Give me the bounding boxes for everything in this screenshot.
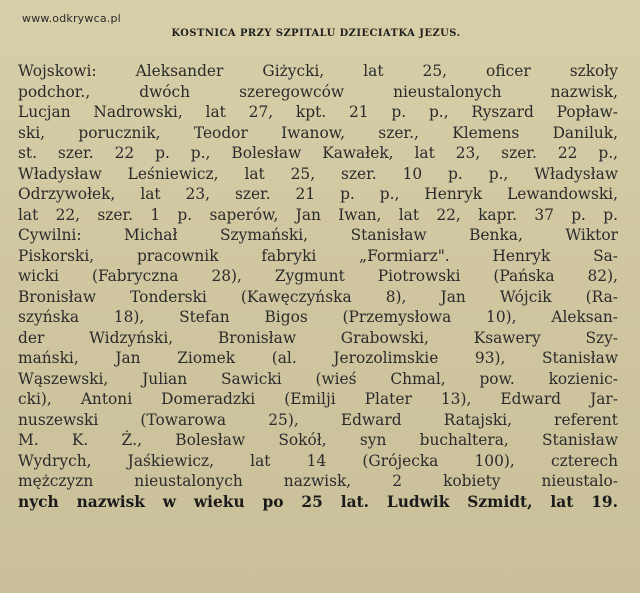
article-line: Odrzywołek, lat 23, szer. 21 p. p., Henryk Lewandowski,	[18, 185, 618, 203]
article-line: der Widzyński, Bronisław Grabowski, Ksawery Szy-	[18, 328, 618, 347]
article-line: mański, Jan Ziomek (al. Jerozolimskie 93), Stanisław	[18, 349, 618, 367]
article-line: M. K. Ż., Bolesław Sokół, syn buchaltera, Stanisław	[18, 431, 618, 449]
article-line: Lucjan Nadrowski, lat 27, kpt. 21 p. p., Ryszard Popław-	[18, 103, 618, 121]
article-body	[18, 61, 618, 512]
article-line: ski, porucznik, Teodor Iwanow, szer., Klemens Daniluk,	[18, 123, 618, 142]
article-line: st. szer. 22 p. p., Bolesław Kawałek, lat 23, szer. 22 p.,	[18, 144, 618, 162]
article-line: wicki (Fabryczna 28), Zygmunt Piotrowski (Pańska 82),	[18, 267, 618, 285]
article-line: Bronisław Tonderski (Kawęczyńska 8), Jan Wójcik (Ra-	[18, 287, 618, 306]
article-line: Piskorski, pracownik fabryki „Formiarz". Henryk Sa-	[18, 246, 618, 265]
article-line: lat 22, szer. 1 p. saperów, Jan Iwan, lat 22, kapr. 37 p. p.	[18, 205, 618, 224]
article-line: cki), Antoni Domeradzki (Emilji Plater 13), Edward Jar-	[18, 390, 618, 408]
article-line: Wąszewski, Julian Sawicki (wieś Chmal, pow. kozienic-	[18, 369, 618, 388]
article-line: podchor., dwóch szeregowców nieustalonych nazwisk,	[18, 82, 618, 101]
article-line: Władysław Leśniewicz, lat 25, szer. 10 p. p., Władysław	[18, 164, 618, 183]
article-line: Wojskowi: Aleksander Giżycki, lat 25, oficer szkoły	[18, 62, 618, 80]
article-line: Cywilni: Michał Szymański, Stanisław Benka, Wiktor	[18, 226, 618, 244]
article-line: nych nazwisk w wieku po 25 lat. Ludwik Szmidt, lat 19.	[18, 492, 618, 511]
article-line: mężczyzn nieustalonych nazwisk, 2 kobiety nieustalo-	[18, 472, 618, 490]
article-line: Wydrych, Jaśkiewicz, lat 14 (Grójecka 100), czterech	[18, 451, 618, 470]
article-line: nuszewski (Towarowa 25), Edward Ratajski, referent	[18, 410, 618, 429]
watermark-url: www.odkrywca.pl	[22, 12, 121, 25]
article-line: szyńska 18), Stefan Bigos (Przemysłowa 10), Aleksan-	[18, 308, 618, 326]
article-headline: KOSTNICA PRZY SZPITALU DZIECIATKA JEZUS.	[171, 28, 461, 39]
